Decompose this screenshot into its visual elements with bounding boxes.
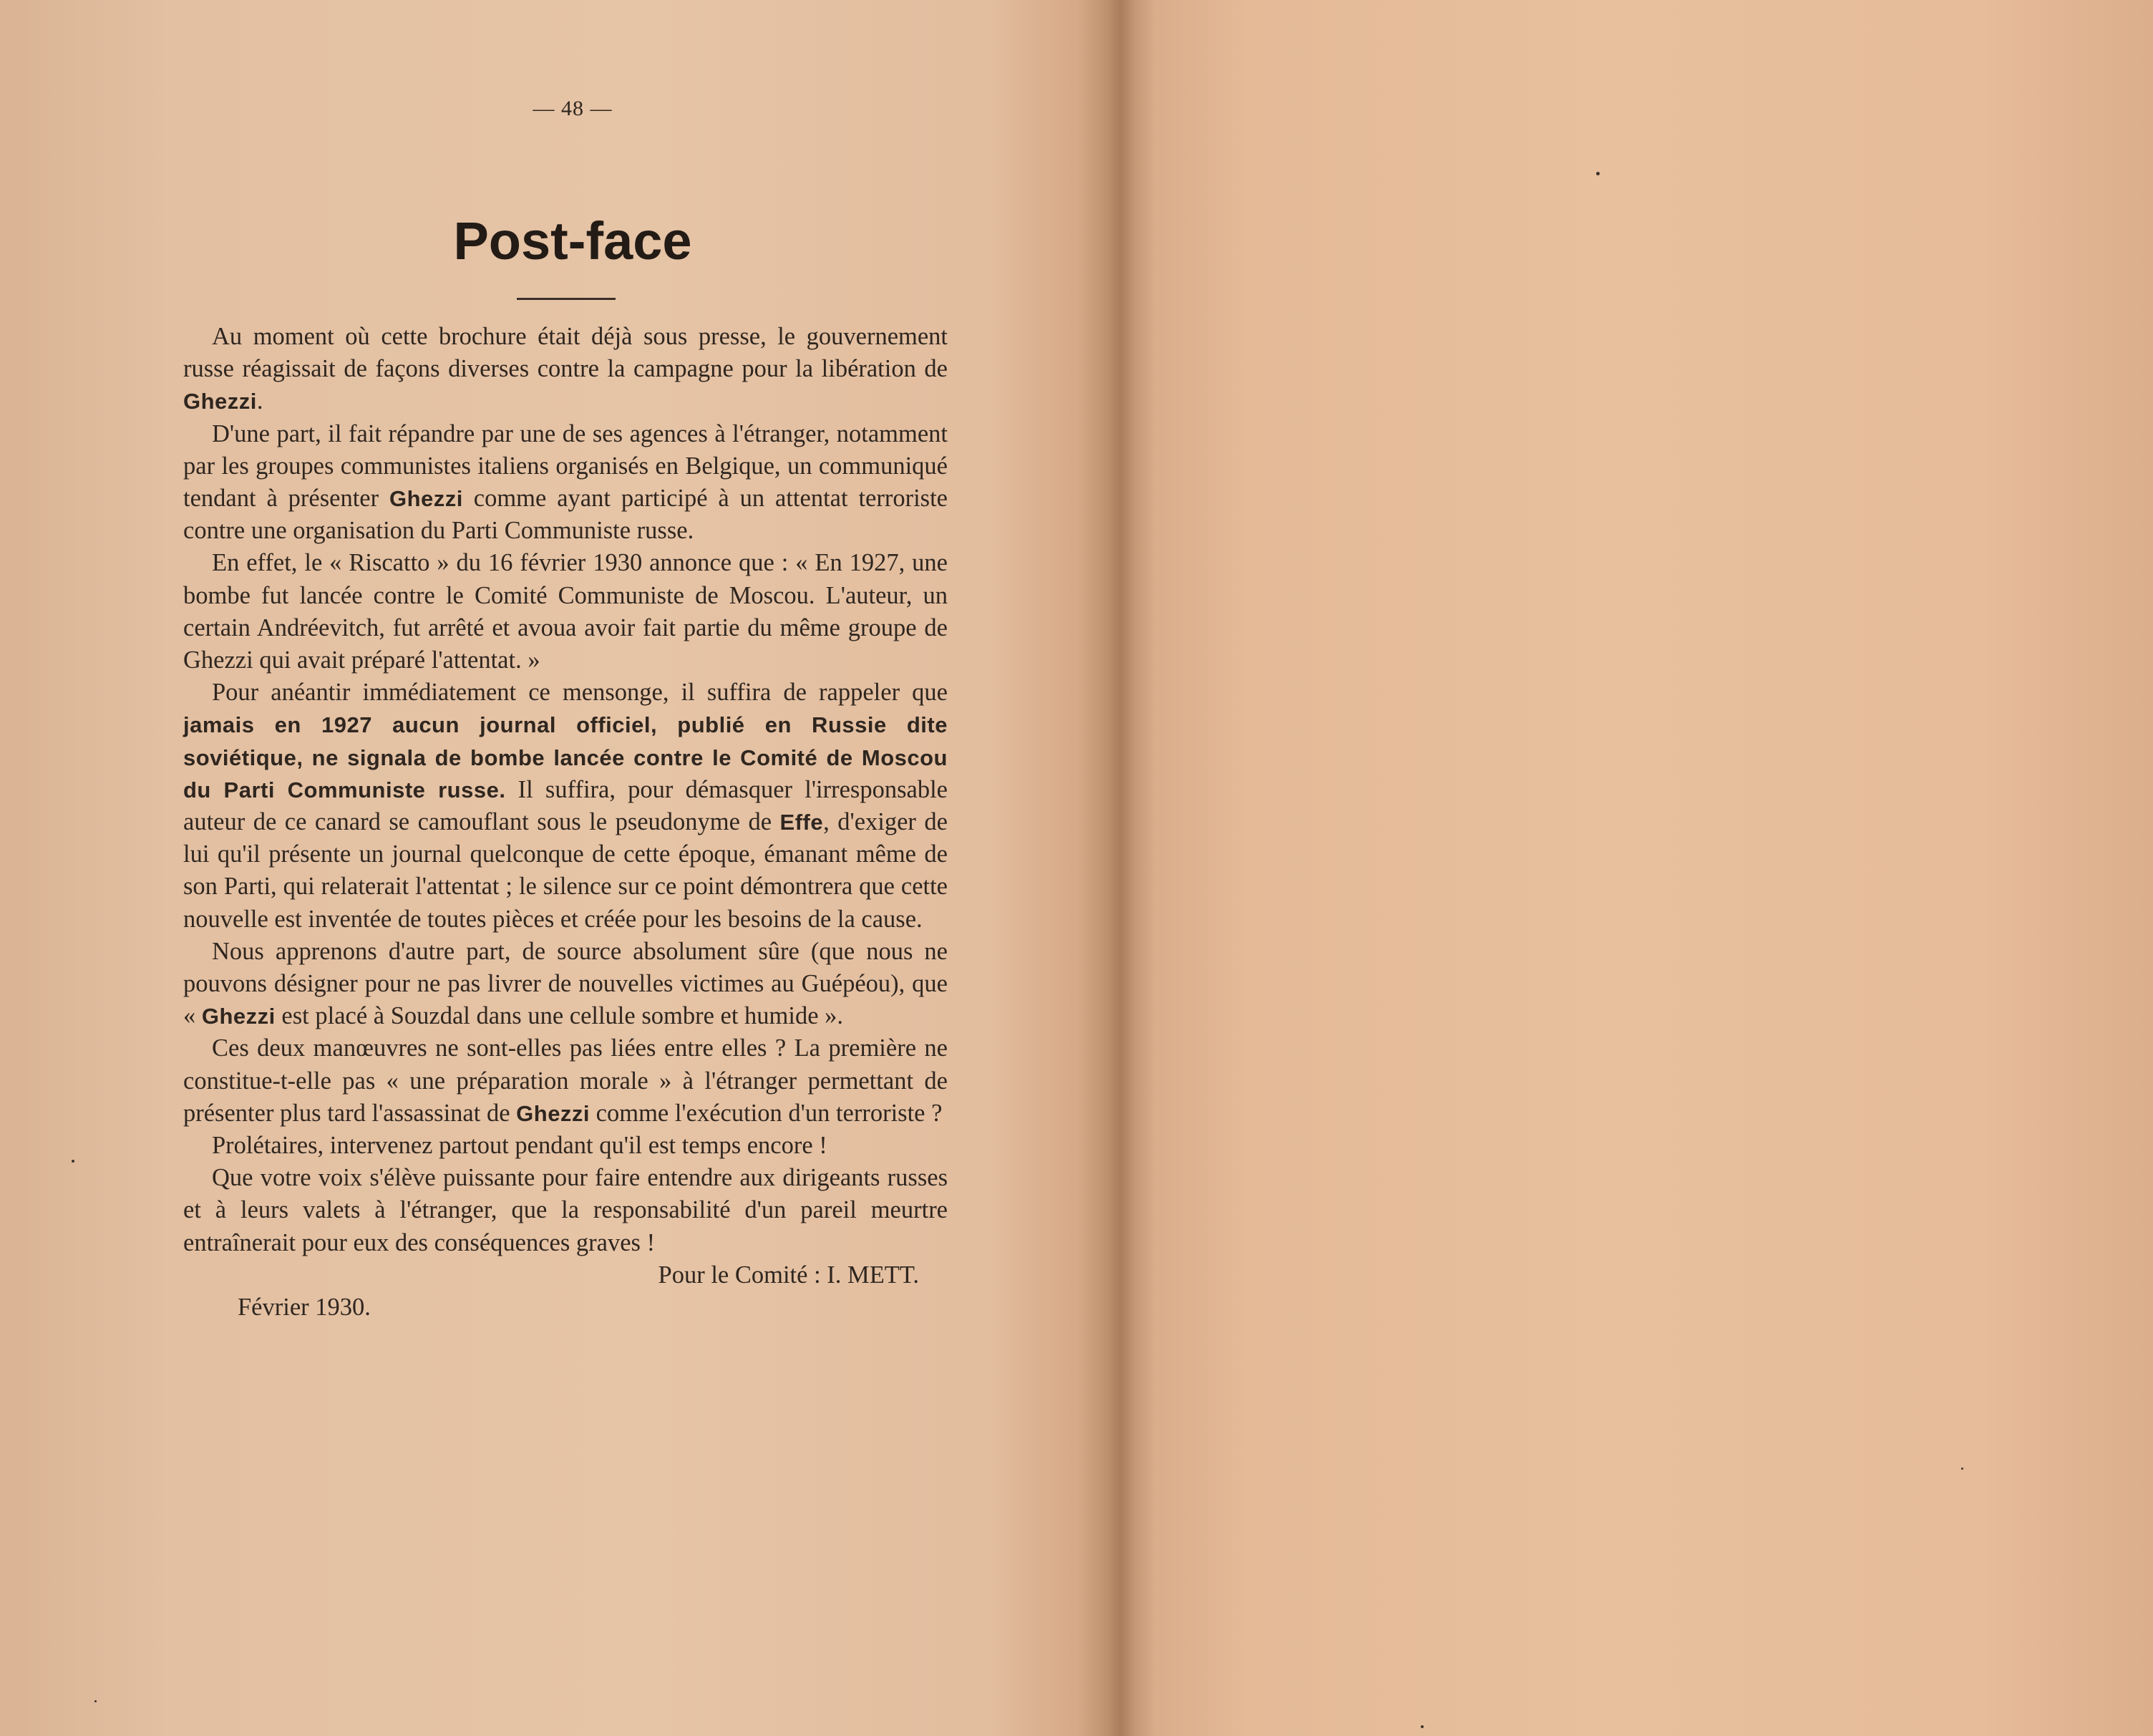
text-run: Ces deux manœuvres ne sont-elles pas liées entre elles ? La première ne constitue-t-elle pas « une préparation morale » à l'étranger permettant de présenter plus tard l'assassinat de [183, 1034, 948, 1127]
paragraph [183, 677, 948, 936]
paper-speck [1961, 1468, 1963, 1470]
emphasized-text: Ghezzi [516, 1100, 591, 1126]
paragraph [183, 321, 948, 418]
text-run: Nous apprenons d'autre part, de source absolument sûre (que nous ne pouvons désigner pour ne pas livrer de nouvelles victimes au Guépéou), que « [183, 937, 948, 1030]
paragraph [183, 1130, 948, 1162]
paper-speck [1596, 172, 1600, 175]
emphasized-text: Ghezzi [389, 486, 463, 512]
page-title: Post-face [453, 211, 692, 271]
paragraph [183, 1032, 948, 1130]
paragraph [183, 936, 948, 1033]
text-run: est placé à Souzdal dans une cellule sombre et humide ». [275, 1002, 844, 1030]
paragraph [183, 1162, 948, 1259]
text-run: comme l'exécution d'un terroriste ? [590, 1099, 943, 1127]
right-page-blank [1102, 0, 2153, 1736]
text-run: . [256, 387, 263, 415]
date-line: Février 1930. [238, 1294, 371, 1322]
paragraph-list [183, 321, 948, 1259]
paragraph [183, 547, 948, 677]
paper-speck [1421, 1725, 1424, 1728]
emphasized-text: jamais en 1927 aucun journal officiel, publié en Russie dite soviétique, ne signala de bombe lancée contre le Comité de Moscou du Parti Communiste russe. [183, 712, 948, 802]
emphasized-text: Effe [779, 810, 824, 835]
text-run: comme ayant participé à un attentat terroriste contre une organisation du Parti Communiste russe. [183, 485, 948, 545]
body-text [183, 321, 948, 1324]
paper-speck [72, 1160, 74, 1163]
text-run: Pour anéantir immédiatement ce mensonge, il suffira de rappeler que [212, 679, 948, 707]
text-run: Prolétaires, intervenez partout pendant qu'il est temps encore ! [212, 1132, 827, 1160]
text-run: En effet, le « Riscatto » du 16 février 1930 annonce que : « En 1927, une bombe fut lancée contre le Comité Communiste de Moscou. L'auteur, un certain Andréevitch, fut arrêté et avoua avoir fait partie du même groupe de Ghezzi qui avait préparé l'attentat. » [183, 549, 948, 674]
text-run: D'une part, il fait répandre par une de ses agences à l'étranger, notamment par les groupes communistes italiens organisés en Belgique, un communiqué tendant à présenter [183, 420, 948, 513]
emphasized-text: Ghezzi [183, 389, 257, 414]
emphasized-text: Ghezzi [201, 1004, 276, 1029]
text-run: Il suffira, pour démasquer l'irresponsable auteur de ce canard se camouflant sous le pseudonyme de [183, 775, 948, 836]
paragraph [183, 418, 948, 548]
text-run: , d'exiger de lui qu'il présente un journal quelconque de cette époque, émanant même de son Parti, qui relaterait l'attentat ; le silence sur ce point démontrera que cette nouvelle est inventée de toutes pièces et créée pour les besoins de la cause. [183, 808, 948, 933]
text-run: Que votre voix s'élève puissante pour faire entendre aux dirigeants russes et à leurs valets à l'étranger, que la responsabilité d'un pareil meurtre entraînerait pour eux des conséquences graves ! [183, 1164, 948, 1256]
page-number: — 48 — [533, 97, 613, 120]
text-run: Au moment où cette brochure était déjà sous presse, le gouvernement russe réagissait de façons diverses contre la campagne pour la libération de [183, 323, 948, 383]
title-divider [517, 298, 616, 300]
paper-speck [94, 1700, 97, 1702]
signature: Pour le Comité : I. METT. [658, 1261, 919, 1289]
